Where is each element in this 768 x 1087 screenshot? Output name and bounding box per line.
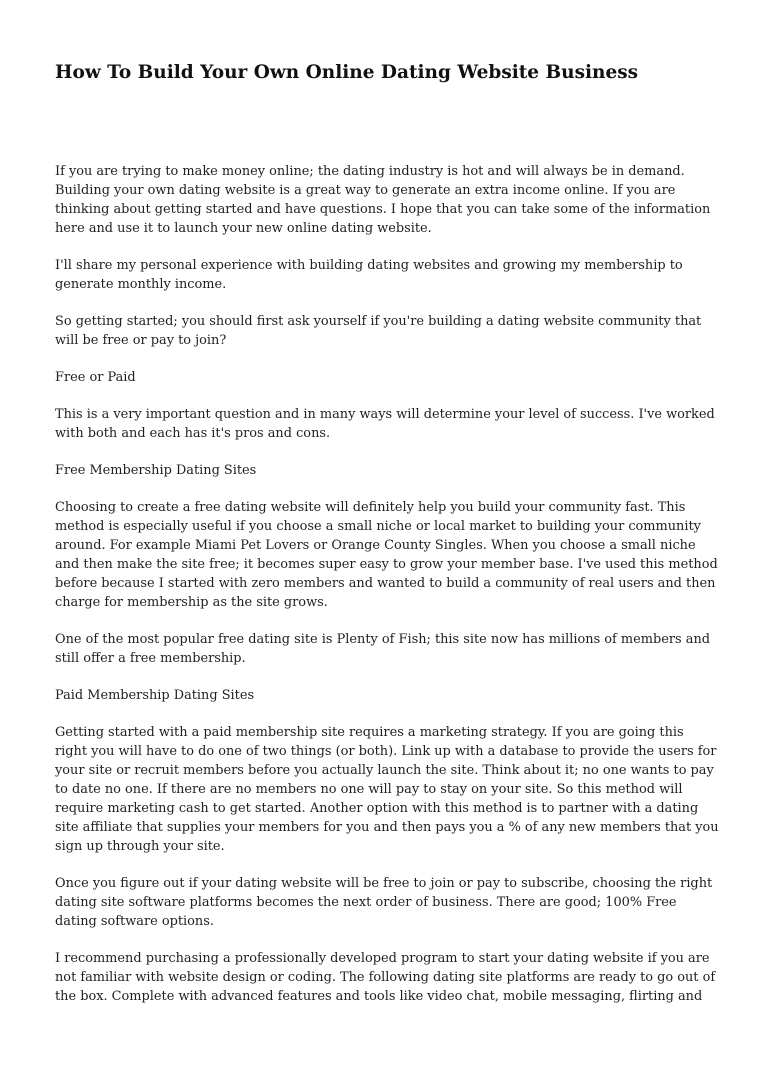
section-heading-free-or-paid — [55, 368, 720, 387]
text-line: I recommend purchasing a professionally developed program to start your dating website if you are — [55, 951, 710, 966]
text-line: still offer a free membership. — [55, 651, 246, 666]
text-line: require marketing cash to get started. Another option with this method is to partner with a dating — [55, 801, 699, 816]
paragraph-free-site — [55, 498, 720, 612]
paragraph-important-question — [55, 405, 720, 443]
article-body — [55, 162, 720, 1024]
text-line: will be free or pay to join? — [55, 333, 227, 348]
text-line: Free or Paid — [55, 370, 136, 385]
text-line: method is especially useful if you choose a small niche or local market to building your community — [55, 519, 701, 534]
text-line: sign up through your site. — [55, 839, 225, 854]
text-line: Building your own dating website is a great way to generate an extra income online. If you are — [55, 183, 676, 198]
text-line: One of the most popular free dating site is Plenty of Fish; this site now has millions of members and — [55, 632, 710, 647]
paragraph-personal-experience — [55, 256, 720, 294]
text-line: This is a very important question and in many ways will determine your level of success. I've worked — [55, 407, 715, 422]
text-line: charge for membership as the site grows. — [55, 595, 328, 610]
paragraph-software-platforms — [55, 874, 720, 931]
text-line: here and use it to launch your new online dating website. — [55, 221, 432, 236]
section-heading-free-membership — [55, 461, 720, 480]
text-line: site affiliate that supplies your members for you and then pays you a % of any new members that you — [55, 820, 719, 835]
text-line: If you are trying to make money online; the dating industry is hot and will always be in demand. — [55, 164, 685, 179]
text-line: the box. Complete with advanced features and tools like video chat, mobile messaging, flirting and — [55, 989, 703, 1004]
text-line: Free Membership Dating Sites — [55, 463, 257, 478]
text-line: around. For example Miami Pet Lovers or Orange County Singles. When you choose a small niche — [55, 538, 696, 553]
text-line: dating software options. — [55, 914, 214, 929]
text-line: So getting started; you should first ask yourself if you're building a dating website community that — [55, 314, 702, 329]
text-line: thinking about getting started and have questions. I hope that you can take some of the information — [55, 202, 711, 217]
page-title: How To Build Your Own Online Dating Website Business — [55, 62, 639, 83]
text-line: generate monthly income. — [55, 277, 227, 292]
paragraph-plenty-of-fish — [55, 630, 720, 668]
text-line: to date no one. If there are no members no one will pay to stay on your site. So this method will — [55, 782, 683, 797]
section-heading-paid-membership — [55, 686, 720, 705]
text-line: with both and each has it's pros and cons. — [55, 426, 331, 441]
text-line: not familiar with website design or coding. The following dating site platforms are ready to go out of — [55, 970, 716, 985]
text-line: and then make the site free; it becomes super easy to grow your member base. I've used this method — [55, 557, 718, 572]
text-line: dating site software platforms becomes the next order of business. There are good; 100% Free — [55, 895, 677, 910]
text-line: Choosing to create a free dating website will definitely help you build your community fast. This — [55, 500, 686, 515]
paragraph-intro — [55, 162, 720, 238]
paragraph-recommendation — [55, 949, 720, 1006]
text-line: Getting started with a paid membership site requires a marketing strategy. If you are going this — [55, 725, 684, 740]
text-line: right you will have to do one of two things (or both). Link up with a database to provide the users for — [55, 744, 717, 759]
text-line: I'll share my personal experience with building dating websites and growing my membership to — [55, 258, 683, 273]
text-line: your site or recruit members before you actually launch the site. Think about it; no one wants to pay — [55, 763, 714, 778]
text-line: before because I started with zero members and wanted to build a community of real users and then — [55, 576, 716, 591]
paragraph-paid-site — [55, 723, 720, 856]
paragraph-getting-started — [55, 312, 720, 350]
text-line: Once you figure out if your dating website will be free to join or pay to subscribe, choosing the right — [55, 876, 713, 891]
text-line: Paid Membership Dating Sites — [55, 688, 255, 703]
